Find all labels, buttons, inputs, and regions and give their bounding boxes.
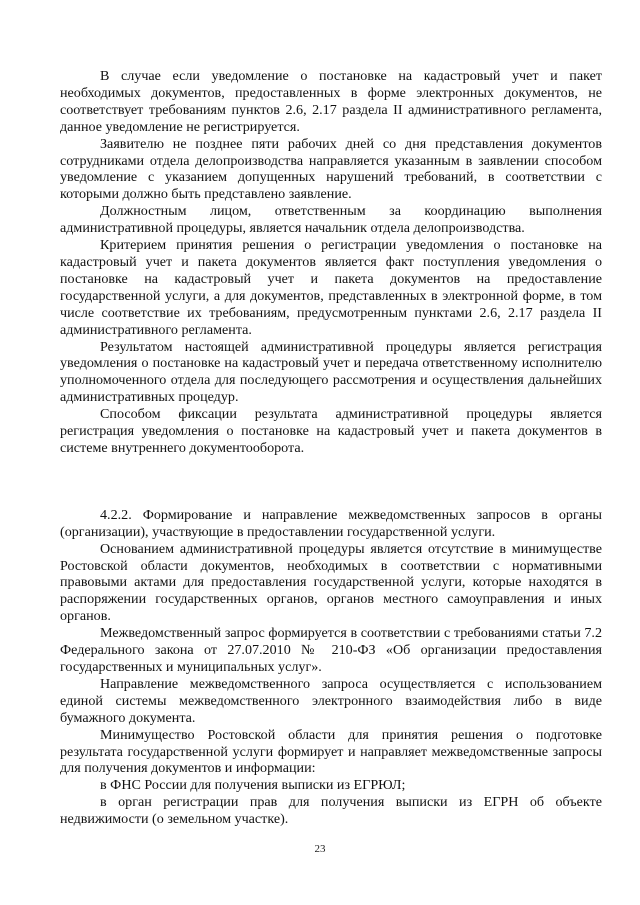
paragraph: Основанием административной процедуры является отсутствие в минимуществе Ростовской области документов, необходимых в соответствии с нормативными правовыми актами для предоставления государственной услуги, которые находятся в распоряжении государственных органов, органов местного самоуправления и иных органов.	[60, 540, 602, 625]
paragraph: Заявителю не позднее пяти рабочих дней со дня представления документов сотрудниками отдела делопроизводства направляется указанным в заявлении способом уведомление с указанием допущенных нарушений требований, в соответствии с которыми должно быть представлено заявление.	[60, 135, 602, 203]
paragraph: Критерием принятия решения о регистрации уведомления о постановке на кадастровый учет и пакета документов является факт поступления уведомления о постановке на кадастровый учет и пакета документов на предоставление государственной услуги, а для документов, представленных в электронной форме, в том числе соответствие их требованиям, предусмотренным пунктами 2.6, 2.17 раздела II административного регламента.	[60, 237, 602, 338]
page-number: 23	[314, 843, 326, 855]
paragraph: Межведомственный запрос формируется в соответствии с требованиями статьи 7.2 Федерального закона от 27.07.2010 № 210-ФЗ «Об организации предоставления государственных и муниципальных услуг».	[60, 625, 602, 675]
document-page	[60, 68, 602, 828]
list-item: в орган регистрации прав для получения выписки из ЕГРН об объекте недвижимости (о земельном участке).	[60, 794, 602, 828]
section-spacer	[60, 457, 602, 507]
list-item: в ФНС России для получения выписки из ЕГРЮЛ;	[100, 777, 406, 794]
section-heading: 4.2.2. Формирование и направление межведомственных запросов в органы (организации), участвующие в предоставлении государственной услуги.	[60, 506, 602, 540]
paragraph: Минимущество Ростовской области для принятия решения о подготовке результата государственной услуги формирует и направляет межведомственные запросы для получения документов и информации:	[60, 726, 602, 777]
paragraph: Результатом настоящей административной процедуры является регистрация уведомления о постановке на кадастровый учет и передача ответственному исполнителю уполномоченного отдела для последующего рассмотрения и осуществления дальнейших административных процедур.	[60, 338, 602, 406]
paragraph: Должностным лицом, ответственным за координацию выполнения административной процедуры, является начальник отдела делопроизводства.	[60, 203, 602, 237]
paragraph: Способом фиксации результата административной процедуры является регистрация уведомления о постановке на кадастровый учет и пакета документов в системе внутреннего документооборота.	[60, 406, 602, 456]
paragraph: В случае если уведомление о постановке на кадастровый учет и пакет необходимых документов, предоставленных в форме электронных документов, не соответствует требованиям пунктов 2.6, 2.17 раздела II административного регламента, данное уведомление не регистрируется.	[60, 68, 602, 135]
paragraph: Направление межведомственного запроса осуществляется с использованием единой системы межведомственного электронного взаимодействия либо в виде бумажного документа.	[60, 675, 602, 726]
